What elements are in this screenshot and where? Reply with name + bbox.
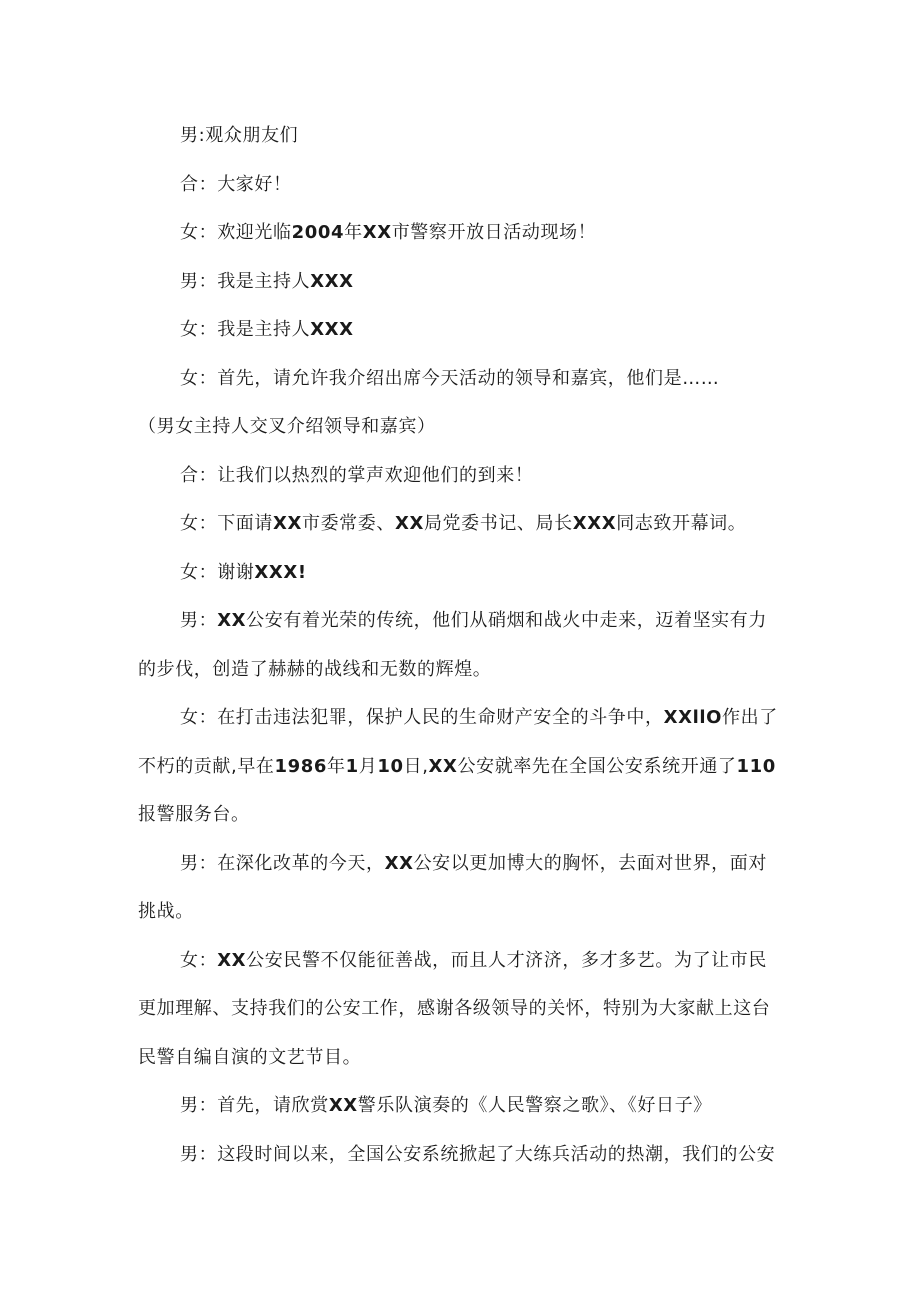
bold-text-segment: XXX — [572, 513, 617, 534]
text-segment: 市警察开放日活动现场！ — [391, 222, 597, 243]
text-segment: 警乐队演奏的《人民警察之歌》、《好日子》 — [357, 1095, 712, 1116]
bold-text-segment: XXX! — [254, 561, 307, 583]
bold-text-segment: 1 — [345, 755, 359, 777]
bold-text-segment: XX — [394, 513, 424, 534]
text-segment: （男女主持人交叉介绍领导和嘉宾） — [138, 416, 436, 437]
text-segment: 女：下面请 — [180, 513, 273, 534]
text-segment: 男:观众朋友们 — [180, 125, 299, 146]
script-paragraph — [138, 355, 784, 404]
bold-text-segment: XX — [328, 1095, 358, 1116]
text-segment: 女：我是主持人 — [180, 319, 311, 340]
text-segment: 月 — [358, 755, 378, 777]
script-paragraph — [138, 549, 784, 598]
bold-text-segment: 2004 — [291, 222, 345, 243]
bold-text-segment: XX — [273, 513, 302, 534]
bold-text-segment: XX — [217, 949, 247, 971]
text-segment: 男：在深化改革的今天， — [180, 852, 385, 874]
text-segment: 女：首先，请允许我介绍出席今天活动的领导和嘉宾，他们是…… — [180, 367, 720, 389]
bold-text-segment: 1986 — [274, 755, 328, 777]
script-paragraph — [138, 306, 784, 355]
bold-text-segment: XX — [362, 222, 392, 243]
script-paragraph — [138, 452, 784, 501]
text-segment: 公安就率先在全国公安系统开通了 — [457, 755, 737, 777]
text-segment: 公安有着光荣的传统，他们从硝烟和战火中走来，迈着坚实有力的步伐，创造了赫赫的战线和无数的辉煌。 — [138, 610, 767, 680]
bold-text-segment: 10 — [377, 755, 404, 777]
text-segment: 女： — [180, 949, 218, 971]
script-paragraph — [138, 937, 784, 1083]
text-segment: 男：首先，请欣赏 — [180, 1095, 329, 1116]
script-paragraph — [138, 112, 784, 161]
bold-text-segment: XXllO — [663, 707, 723, 728]
text-segment: 公安民警不仅能征善战，而且人才济济，多才多艺。为了让市民更加理解、支持我们的公安工作，感谢各级领导的关怀，特别为大家献上这台民警自编自演的文艺节目。 — [138, 949, 771, 1068]
script-paragraph — [138, 500, 784, 549]
bold-text-segment: XX — [428, 755, 458, 777]
script-paragraph — [138, 403, 784, 452]
text-segment: 年 — [344, 222, 363, 243]
text-segment: 局党委书记、局长 — [423, 513, 573, 534]
text-segment: 年 — [327, 755, 346, 777]
text-segment: 市委常委、 — [301, 513, 395, 534]
script-paragraph — [138, 1131, 784, 1180]
text-segment: 男： — [180, 610, 218, 631]
text-segment: 公安以更加博大的胸怀，去面对世界，面对挑战。 — [138, 852, 767, 922]
bold-text-segment: XXX — [310, 270, 354, 292]
text-segment: 男：这段时间以来，全国公安系统掀起了大练兵活动的热潮，我们的公安 — [180, 1143, 776, 1165]
script-paragraph — [138, 694, 784, 840]
text-segment: 女：欢迎光临 — [180, 222, 292, 243]
document-body — [138, 112, 784, 1179]
bold-text-segment: 110 — [736, 755, 776, 777]
bold-text-segment: XX — [384, 852, 414, 874]
text-segment: 合：让我们以热烈的掌声欢迎他们的到来！ — [180, 464, 534, 486]
text-segment: 作出了不朽的贡献,早在 — [138, 707, 778, 777]
script-paragraph — [138, 840, 784, 937]
script-paragraph — [138, 597, 784, 694]
text-segment: 合：大家好！ — [180, 173, 292, 195]
script-paragraph — [138, 1082, 784, 1131]
text-segment: 日, — [403, 755, 429, 777]
text-segment: 女：在打击违法犯罪，保护人民的生命财产安全的斗争中， — [180, 707, 664, 728]
script-paragraph — [138, 161, 784, 210]
text-segment: 报警服务台。 — [138, 804, 250, 825]
bold-text-segment: XXX — [310, 319, 354, 340]
text-segment: 女：谢谢 — [180, 561, 255, 583]
bold-text-segment: XX — [217, 610, 247, 631]
text-segment: 男：我是主持人 — [180, 270, 311, 292]
text-segment: 同志致开幕词。 — [616, 513, 747, 534]
script-paragraph — [138, 209, 784, 258]
script-paragraph — [138, 258, 784, 307]
